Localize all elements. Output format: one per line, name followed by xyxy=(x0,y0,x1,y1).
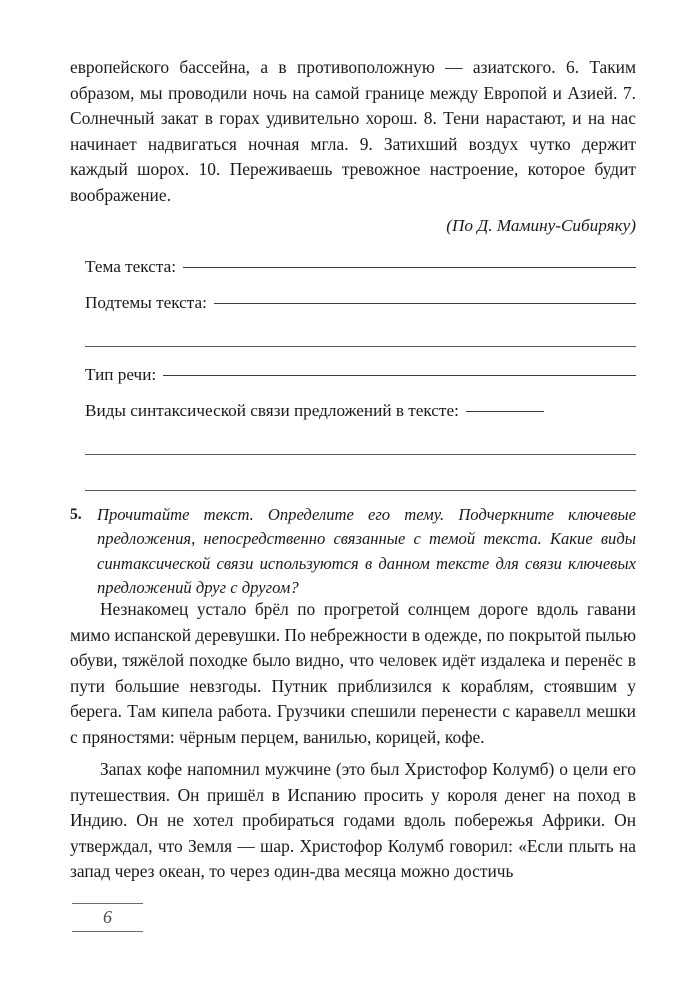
answer-form xyxy=(85,256,636,508)
answer-line-tip-rechi[interactable] xyxy=(163,375,636,376)
exercise-body-paragraph-2-block xyxy=(70,757,636,885)
answer-line-blank-2[interactable] xyxy=(85,454,636,455)
source-attribution: (По Д. Мамину-Сибиряку) xyxy=(446,216,636,235)
answer-line-blank-3[interactable] xyxy=(85,490,636,491)
page-number: 6 xyxy=(103,907,112,927)
exercise-instruction: Прочитайте текст. Определите его тему. Подчеркните ключевые предложения, непосредственно связанные с темой текста. Какие виды синтаксической связи используются в данном тексте для связи ключевых предложений друг с другом? xyxy=(97,505,636,597)
form-label-podtemy: Подтемы текста: xyxy=(85,293,207,312)
exercise-body-paragraph-1: Незнакомец устало брёл по прогретой солнцем дороге вдоль гавани мимо испанской деревушки. По небрежности в одежде, по покрытой пылью обуви, тяжёлой походке было видно, что человек идёт издалека и перенёс в пути большие невзгоды. Путник приблизился к кораблям, стоявшим у берега. Там кипела работа. Грузчики спешили перенести с каравелл мешки с пряностями: чёрным перцем, ванилью, корицей, кофе. xyxy=(70,599,636,747)
form-row-blank-1 xyxy=(85,328,636,364)
form-row-blank-2 xyxy=(85,436,636,472)
exercise-5 xyxy=(70,503,636,600)
page-folio xyxy=(72,903,143,932)
form-row-tema xyxy=(85,256,636,292)
attribution-block xyxy=(70,213,636,238)
form-label-vidy-svyazi: Виды синтаксической связи предложений в тексте: xyxy=(85,401,459,420)
form-label-tip-rechi: Тип речи: xyxy=(85,365,157,384)
exercise-body-paragraph-1-block xyxy=(70,597,636,751)
form-row-tip-rechi xyxy=(85,364,636,400)
answer-line-tema[interactable] xyxy=(183,267,636,268)
answer-line-podtemy[interactable] xyxy=(214,303,636,304)
exercise-number: 5. xyxy=(70,506,82,523)
form-row-podtemy xyxy=(85,292,636,328)
answer-line-blank-1[interactable] xyxy=(85,346,636,347)
answer-line-vidy-svyazi[interactable] xyxy=(466,411,544,412)
form-label-tema: Тема текста: xyxy=(85,257,176,276)
folio-rule-bottom xyxy=(72,931,143,932)
continued-paragraph: европейского бассейна, а в противоположную — азиатского. 6. Таким образом, мы проводили ночь на самой границе между Европой и Азией. 7. Солнечный закат в горах удивительно хорош. 8. Тени нарастают, и на нас начинает надвигаться ночная мгла. 9. Затихший воздух чутко держит каждый шорох. 10. Переживаешь тревожное настроение, которое будит воображение. xyxy=(70,57,636,205)
form-row-vidy-svyazi xyxy=(85,400,636,436)
continued-paragraph-block xyxy=(70,55,636,209)
exercise-body-paragraph-2: Запах кофе напомнил мужчине (это был Христофор Колумб) о цели его путешествия. Он пришёл в Испанию просить у короля денег на поход в Индию. Он не хотел пробираться годами вдоль побережья Африки. Он утверждал, что Земля — шар. Христофор Колумб говорил: «Если плыть на запад через океан, то через один-два месяца можно достичь xyxy=(70,759,636,882)
